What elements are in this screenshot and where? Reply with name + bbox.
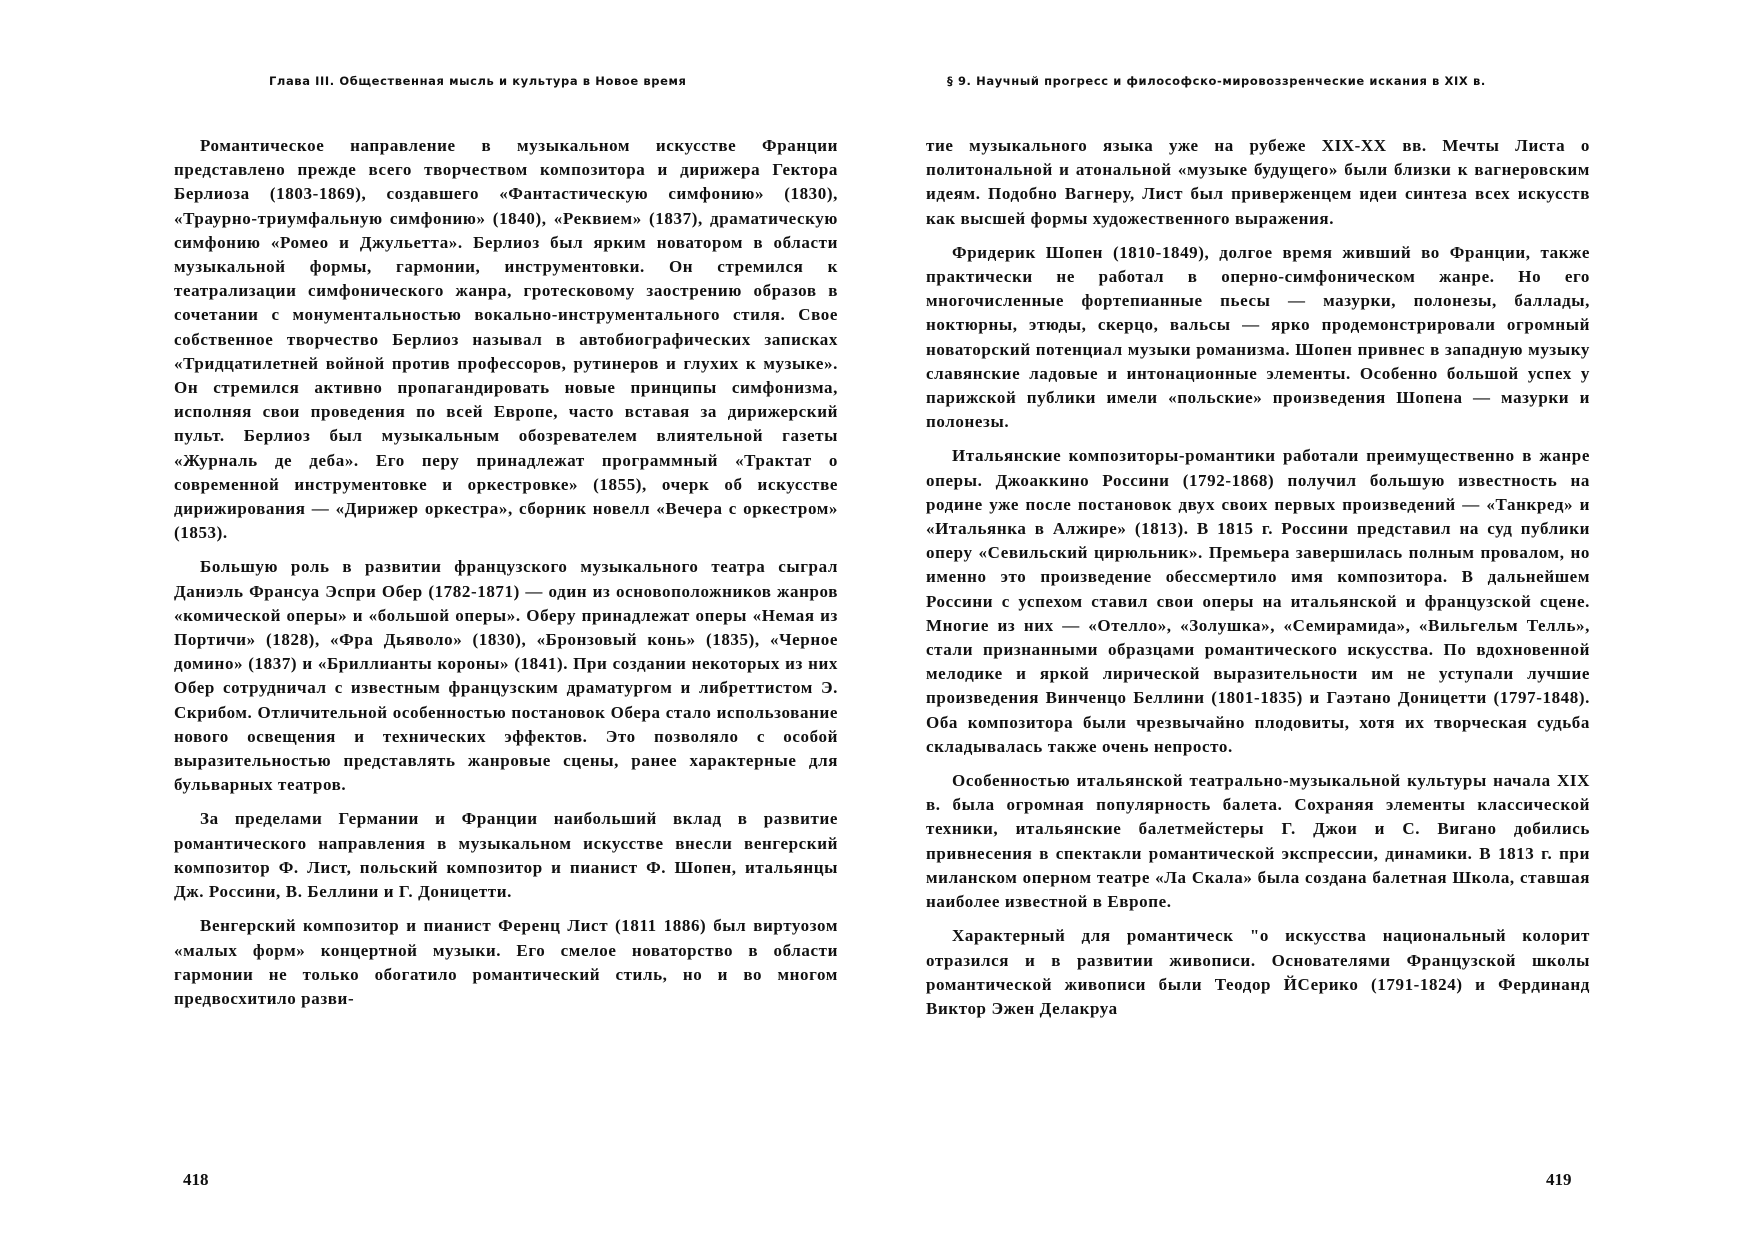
page-number: 419 (1546, 1170, 1572, 1189)
body-text (926, 134, 1590, 1031)
paragraph: Венгерский композитор и пианист Ференц Лист (1811 1886) был виртуозом «малых форм» концертной музыки. Его смелое новаторство в области гармонии не только обогатило романтический стиль, но и во многом предвосхитило разви- (174, 916, 838, 1008)
paragraph: Романтическое направление в музыкальном искусстве Франции представлено прежде всего творчеством композитора и дирижера Гектора Берлиоза (1803-1869), создавшего «Фантастическую симфонию» (1830), «Траурно-триумфальную симфонию» (1840), «Реквием» (1837), драматическую симфонию «Ромео и Джульетта». Берлиоз был ярким новатором в области музыкальной формы, гармонии, инструментовки. Он стремился к театрализации симфонического жанра, гротесковому заострению образов в сочетании с монументальностью вокально-инструментального стиля. Свое собственное творчество Берлиоз называл в автобиографических записках «Тридцатилетней войной против профессоров, рутинеров и глухих к музыке». Он стремился активно пропагандировать новые принципы симфонизма, исполняя свои проведения по всей Европе, часто вставая за дирижерский пульт. Берлиоз был музыкальным обозревателем влиятельной газеты «Журналь де деба». Его перу принадлежат программный «Трактат о современной инструментовке и оркестровке» (1855), очерк об искусстве дирижирования — «Дирижер оркестра», сборник новелл «Вечера с оркестром» (1853). (174, 136, 838, 543)
paragraph: Фридерик Шопен (1810-1849), долгое время живший во Франции, также практически не работал в оперно-симфоническом жанре. Но его многочисленные фортепианные пьесы — мазурки, полонезы, баллады, ноктюрны, этюды, скерцо, вальсы — ярко продемонстрировали огромный новаторский потенциал музыки романизма. Шопен привнес в западную музыку славянские ладовые и интонационные элементы. Особенно большой успех у парижской публики имели «польские» произведения Шопена — мазурки и полонезы. (926, 242, 1590, 432)
body-text (174, 134, 838, 1021)
running-head: Глава III. Общественная мысль и культура в Новое время (269, 74, 687, 88)
paragraph: Характерный для романтическ "о искусства национальный колорит отразился и в развитии живописи. Основателями Французской школы романтической живописи были Теодор ЙСерико (1791-1824) и Фердинанд Виктор Эжен Делакруа (926, 926, 1590, 1018)
paragraph: За пределами Германии и Франции наибольший вклад в развитие романтического направления в музыкальном искусстве внесли венгерский композитор Ф. Лист, польский композитор и пианист Ф. Шопен, итальянцы Дж. Россини, В. Беллини и Г. Доницетти. (174, 809, 838, 902)
paragraph: Итальянские композиторы-романтики работали преимущественно в жанре оперы. Джоаккино Россини (1792-1868) получил большую известность на родине уже после постановок двух своих первых произведений — «Танкред» и «Итальянка в Алжире» (1813). В 1815 г. Россини представил на суд публики оперу «Севильский цирюльник». Премьера завершилась полным провалом, но именно это произведение обессмертило имя композитора. В дальнейшем Россини с успехом ставил свои оперы на итальянской и французской сцене. Многие из них — «Отелло», «Золушка», «Семирамида», «Вильгельм Телль», стали признанными образцами романтического искусства. По вдохновенной мелодике и яркой лирической выразительности им не уступали лучшие произведения Винченцо Беллини (1801-1835) и Гаэтано Доницетти (1797-1848). Оба композитора были чрезвычайно плодовиты, хотя их творческая судьба складывалась также очень непросто. (926, 446, 1590, 756)
paragraph: Особенностью итальянской театрально-музыкальной культуры начала XIX в. была огромная популярность балета. Сохраняя элементы классической техники, итальянские балетмейстеры Г. Джои и С. Вигано добились привнесения в спектакли романтической экспрессии, динамики. В 1813 г. при миланском оперном театре «Ла Скала» была создана балетная Школа, ставшая наиболее известной в Европе. (926, 771, 1590, 912)
running-head: § 9. Научный прогресс и философско-мировоззренческие искания в XIX в. (947, 74, 1486, 88)
right-page (877, 0, 1754, 1239)
paragraph: тие музыкального языка уже на рубеже XIX-XX вв. Мечты Листа о политональной и атональной «музыке будущего» были близки к вагнеровским идеям. Подобно Вагнеру, Лист был приверженцем идеи синтеза всех искусств как высшей формы художественного выражения. (926, 136, 1590, 228)
page-number: 418 (183, 1170, 209, 1189)
paragraph: Большую роль в развитии французского музыкального театра сыграл Даниэль Франсуа Эспри Обер (1782-1871) — один из основоположников жанров «комической оперы» и «большой оперы». Оберу принадлежат оперы «Немая из Портичи» (1828), «Фра Дьяволо» (1830), «Бронзовый конь» (1835), «Черное домино» (1837) и «Бриллианты короны» (1841). При создании некоторых из них Обер сотрудничал с известным французским драматургом и либреттистом Э. Скрибом. Отличительной особенностью постановок Обера стало использование нового освещения и технических эффектов. Это позволяло с особой выразительностью представлять жанровые сцены, ранее характерные для бульварных театров. (174, 557, 838, 795)
